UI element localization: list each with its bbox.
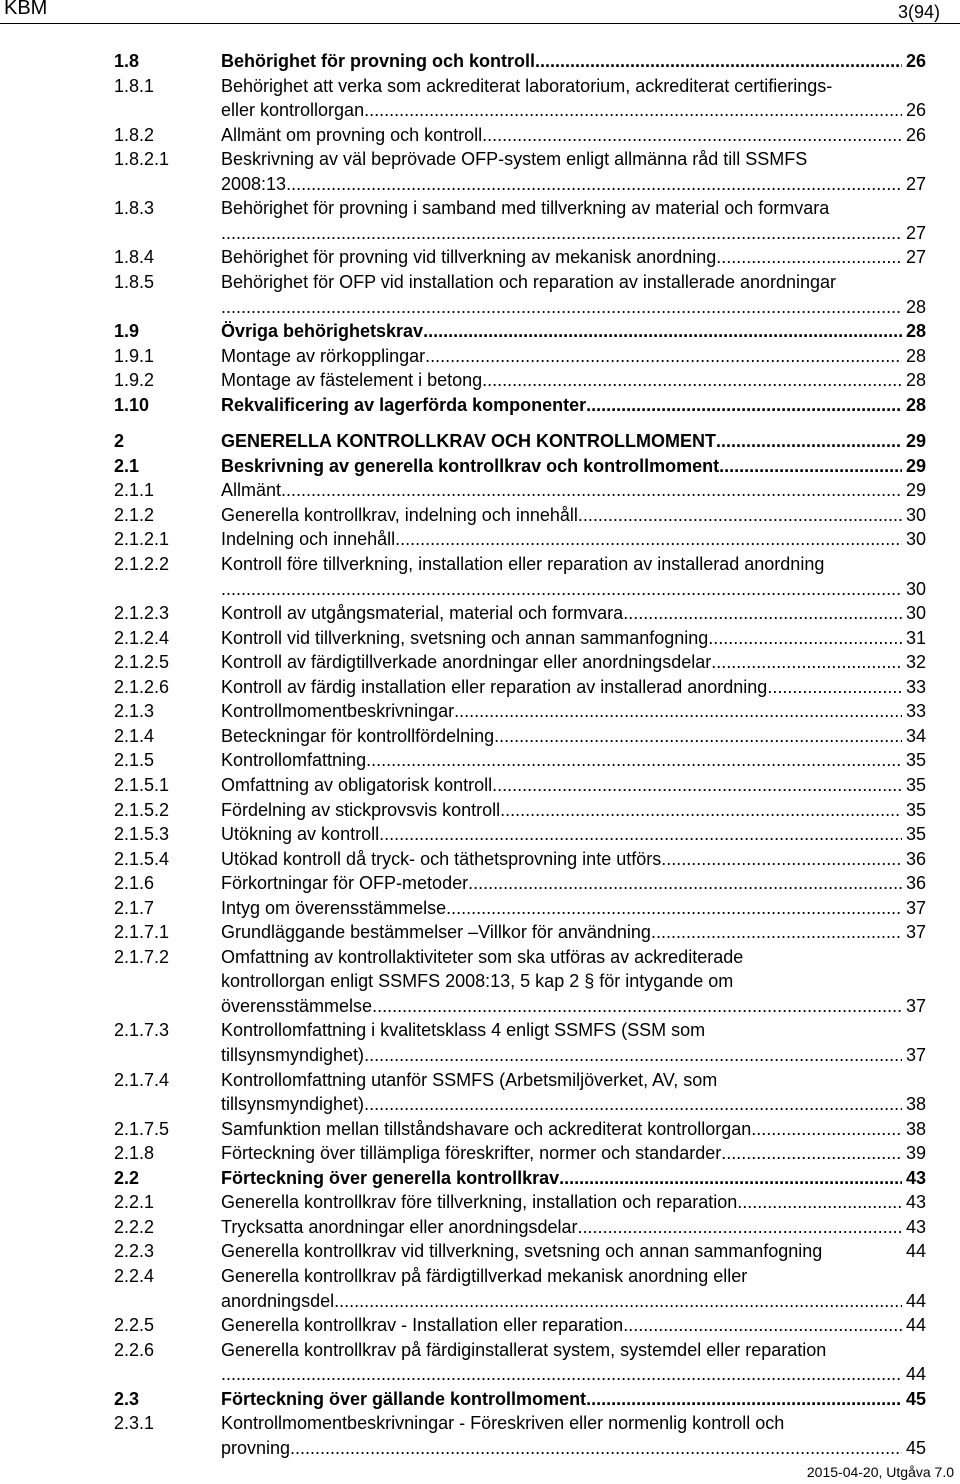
toc-entry-leader [221, 393, 902, 417]
toc-entry-leader [221, 527, 902, 551]
dot-leader [586, 1387, 902, 1411]
toc-entry-page: 37 [905, 897, 926, 918]
toc-entry-title: Rekvalificering av lagerförda komponenter [221, 394, 587, 415]
toc-entry-leader [221, 871, 902, 895]
dot-leader [535, 49, 902, 73]
toc-entry-number: 1.8.2.1 [114, 149, 170, 170]
toc-entry-leader [221, 1141, 902, 1165]
toc-entry-title: Generella kontrollkrav vid tillverkning, svetsning och annan sammanfogning [221, 1241, 823, 1262]
toc-entry-page: 31 [905, 627, 926, 648]
toc-entry[interactable] [114, 1338, 926, 1362]
toc-entry-title: Generella kontrollkrav på färdiginstallerat system, systemdel eller reparation [221, 1339, 827, 1360]
toc-entry-page: 29 [905, 480, 926, 501]
toc-entry-number: 2.1.2.4 [114, 627, 170, 648]
dot-leader [379, 822, 902, 846]
toc-entry-leader [221, 822, 902, 846]
toc-entry-leader [221, 994, 902, 1018]
toc-entry-leader [221, 429, 902, 453]
dot-leader [494, 724, 902, 748]
toc-entry-page: 35 [905, 750, 926, 771]
toc-entry-number: 2.1.5.1 [114, 774, 170, 795]
toc-entry-number: 2.1.7.2 [114, 946, 170, 967]
toc-entry[interactable] [114, 871, 926, 895]
toc-entry-title: Montage av rörkopplingar [221, 345, 426, 366]
toc-entry-number: 2.1.7.1 [114, 922, 170, 943]
toc-entry[interactable] [114, 147, 926, 171]
toc-entry-continuation[interactable] [114, 577, 926, 601]
toc-entry[interactable] [114, 699, 926, 723]
dot-leader [737, 1190, 902, 1214]
toc-entry[interactable] [114, 1239, 926, 1263]
toc-entry-number: 2.2.2 [114, 1216, 155, 1237]
toc-entry-leader [221, 798, 902, 822]
toc-entry-title: tillsynsmyndighet) [221, 1094, 365, 1115]
toc-entry-title: Kontrollmomentbeskrivningar - Föreskriven eller normenlig kontroll och [221, 1413, 785, 1434]
dot-leader [751, 1117, 902, 1141]
toc-entry[interactable] [114, 454, 926, 478]
toc-entry-title: Kontrollomfattning i kvalitetsklass 4 enligt SSMFS (SSM som [221, 1020, 706, 1041]
dot-leader [500, 798, 902, 822]
toc-entry-title: Generella kontrollkrav före tillverkning, installation och reparation [221, 1192, 738, 1213]
toc-entry[interactable] [114, 196, 926, 220]
toc-entry[interactable] [114, 1166, 926, 1190]
toc-entry-number: 2.1.1 [114, 480, 155, 501]
toc-entry-number: 2.1.7.5 [114, 1118, 170, 1139]
toc-entry-title: Beskrivning av väl beprövade OFP-system enligt allmänna råd till SSMFS [221, 149, 808, 170]
toc-entry-number: 2.3.1 [114, 1413, 155, 1434]
toc-entry[interactable] [114, 1141, 926, 1165]
toc-entry-continuation[interactable] [114, 172, 926, 196]
toc-entry-number: 2.1.6 [114, 873, 155, 894]
toc-entry[interactable] [114, 1068, 926, 1092]
toc-entry-number: 2.1.5.4 [114, 848, 170, 869]
toc-entry-page: 38 [905, 1094, 926, 1115]
toc-entry[interactable] [114, 773, 926, 797]
toc-entry-title: Montage av fästelement i betong [221, 370, 483, 391]
toc-entry-page: 28 [905, 296, 926, 317]
toc-entry[interactable] [114, 896, 926, 920]
toc-entry-leader [221, 699, 902, 723]
dot-leader [721, 1141, 902, 1165]
toc-entry-title: Trycksatta anordningar eller anordningsdelar [221, 1216, 578, 1237]
toc-entry-number: 2.1.4 [114, 725, 155, 746]
toc-entry-number: 1.9.1 [114, 345, 155, 366]
dot-leader [711, 650, 902, 674]
dot-leader [468, 871, 902, 895]
toc-entry-number: 1.8.3 [114, 198, 155, 219]
toc-entry-number: 2.1.2.6 [114, 676, 170, 697]
dot-leader [364, 1092, 902, 1116]
dot-leader [334, 1289, 902, 1313]
toc-entry-title: Beteckningar för kontrollfördelning [221, 725, 495, 746]
toc-entry-title: Behörighet för OFP vid installation och reparation av installerade anordningar [221, 271, 837, 292]
toc-entry-page: 37 [905, 995, 926, 1016]
toc-entry-number: 2.1.5.2 [114, 799, 170, 820]
toc-entry-number: 2.1.2 [114, 504, 155, 525]
toc-entry-title: Utökad kontroll då tryck- och täthetsprovning inte utförs [221, 848, 662, 869]
toc-entry-page: 44 [905, 1315, 926, 1336]
toc-entry-page: 26 [905, 124, 926, 145]
toc-entry-continuation[interactable] [114, 969, 926, 993]
toc-entry-title: Allmänt om provning och kontroll [221, 124, 483, 145]
toc-entry-number: 1.8.5 [114, 271, 155, 292]
toc-entry[interactable] [114, 1190, 926, 1214]
toc-entry-title: Förteckning över gällande kontrollmoment [221, 1388, 587, 1409]
toc-entry-number: 2.2.5 [114, 1315, 155, 1336]
toc-entry-page: 33 [905, 676, 926, 697]
toc-entry[interactable] [114, 344, 926, 368]
toc-entry-page: 32 [905, 652, 926, 673]
toc-entry-leader [221, 1313, 902, 1337]
toc-entry-title: Fördelning av stickprovsvis kontroll [221, 799, 501, 820]
dot-leader [290, 1436, 902, 1460]
toc-entry-page: 30 [905, 504, 926, 525]
toc-entry-page: 30 [905, 603, 926, 624]
toc-entry-leader [221, 295, 902, 319]
toc-entry-number: 2.2.4 [114, 1265, 155, 1286]
toc-entry-leader [221, 920, 902, 944]
toc-entry[interactable] [114, 49, 926, 73]
toc-entry-leader [221, 503, 902, 527]
toc-entry-title: Kontrollomfattning utanför SSMFS (Arbetsmiljöverket, AV, som [221, 1069, 718, 1090]
toc-entry-page: 37 [905, 922, 926, 943]
dot-leader [423, 319, 902, 343]
toc-entry-page: 28 [905, 321, 926, 342]
toc-entry-title: Samfunktion mellan tillståndshavare och ackrediterat kontrollorgan [221, 1118, 752, 1139]
toc-entry-continuation[interactable] [114, 295, 926, 319]
dot-leader [395, 527, 902, 551]
dot-leader [425, 344, 902, 368]
toc-entry[interactable] [114, 319, 926, 343]
toc-entry-page: 35 [905, 799, 926, 820]
dot-leader [661, 847, 902, 871]
toc-entry-leader [221, 724, 902, 748]
toc-entry-page: 38 [905, 1118, 926, 1139]
toc-entry[interactable] [114, 552, 926, 576]
toc-entry-continuation[interactable] [114, 1362, 926, 1386]
toc-entry-page: 43 [905, 1192, 926, 1213]
toc-entry-title: Förkortningar för OFP-metoder [221, 873, 469, 894]
dot-leader [767, 675, 902, 699]
dot-leader [221, 295, 902, 319]
toc-entry-page: 44 [905, 1290, 926, 1311]
toc-entry-page: 36 [905, 848, 926, 869]
toc-entry[interactable] [114, 601, 926, 625]
toc-entry-continuation[interactable] [114, 1289, 926, 1313]
toc-entry-leader [221, 1190, 902, 1214]
dot-leader [651, 920, 902, 944]
toc-entry-title: GENERELLA KONTROLLKRAV OCH KONTROLLMOMENT [221, 431, 716, 452]
toc-entry-number: 1.9.2 [114, 370, 155, 391]
dot-leader [364, 98, 902, 122]
toc-entry-title: Behörighet för provning i samband med tillverkning av material och formvara [221, 198, 830, 219]
toc-entry-page: 27 [905, 222, 926, 243]
toc-entry[interactable] [114, 675, 926, 699]
dot-leader [221, 577, 902, 601]
toc-entry-title: Generella kontrollkrav - Installation eller reparation [221, 1315, 624, 1336]
toc-entry-page: 44 [905, 1364, 926, 1385]
dot-leader [446, 896, 902, 920]
dot-leader [559, 1166, 902, 1190]
dot-leader [492, 773, 902, 797]
toc-entry-number: 2.1.7.4 [114, 1069, 170, 1090]
toc-entry-title: Förteckning över generella kontrollkrav [221, 1167, 560, 1188]
dot-leader [366, 748, 902, 772]
toc-entry-page: 37 [905, 1045, 926, 1065]
toc-entry-number: 1.8.4 [114, 247, 155, 268]
dot-leader [286, 172, 902, 196]
toc-entry-number: 2.1.2.2 [114, 554, 170, 574]
toc-entry-number: 2.2.6 [114, 1339, 155, 1360]
toc-entry-title: Intyg om överensstämmelse [221, 897, 447, 918]
toc-entry-leader [221, 98, 902, 122]
dot-leader [623, 601, 902, 625]
toc-entry-title: Förteckning över tillämpliga föreskrifter, normer och standarder [221, 1143, 722, 1164]
toc-entry-title: Beskrivning av generella kontrollkrav och kontrollmoment [221, 455, 720, 476]
toc-entry[interactable] [114, 270, 926, 294]
toc-entry-title: Omfattning av kontrollaktiviteter som ska utföras av ackrediterade [221, 946, 744, 967]
toc-entry-title: 2008:13 [221, 173, 287, 194]
dot-leader [586, 393, 902, 417]
toc-entry-title: Behörighet för provning vid tillverkning av mekanisk anordning [221, 247, 717, 268]
toc-entry-page: 45 [905, 1437, 926, 1458]
dot-leader [578, 1215, 902, 1239]
toc-entry[interactable] [114, 1117, 926, 1141]
toc-entry-leader [221, 454, 902, 478]
footer-date-edition: 2015-04-20, Utgåva 7.0 [806, 1464, 954, 1480]
toc-entry-leader [221, 847, 902, 871]
toc-entry-page: 33 [905, 701, 926, 722]
toc-entry-leader [221, 577, 902, 601]
toc-entry-number: 2.1.2.5 [114, 652, 170, 673]
toc-entry-number: 2.1.2.3 [114, 603, 170, 624]
toc-entry[interactable] [114, 920, 926, 944]
toc-entry-title: Kontroll av utgångsmaterial, material och formvara [221, 603, 624, 624]
toc-entry-title: Kontroll före tillverkning, installation eller reparation av installerad anordning [221, 554, 825, 574]
toc-entry[interactable] [114, 650, 926, 674]
toc-entry-page: 35 [905, 824, 926, 845]
toc-entry-leader [221, 1117, 902, 1141]
toc-entry-title: Generella kontrollkrav, indelning och innehåll [221, 504, 578, 525]
dot-leader [364, 1043, 902, 1067]
toc-entry-number: 1.10 [114, 394, 150, 415]
dot-leader [578, 503, 902, 527]
toc-entry-page: 35 [905, 774, 926, 795]
toc-entry[interactable] [114, 368, 926, 392]
toc-entry[interactable] [114, 798, 926, 822]
toc-entry-continuation[interactable] [114, 1436, 926, 1460]
toc-entry-leader [221, 1166, 902, 1190]
toc-entry-number: 2.3 [114, 1388, 140, 1409]
toc-entry-page: 39 [905, 1143, 926, 1164]
toc-entry-page: 43 [905, 1167, 926, 1188]
toc-entry-number: 2.1.2.1 [114, 529, 170, 550]
toc-entry-leader [221, 478, 902, 502]
toc-entry-title: anordningsdel [221, 1290, 335, 1311]
toc-entry-leader [221, 1092, 902, 1116]
toc-entry-continuation[interactable] [114, 1043, 926, 1067]
toc-entry-title: Kontrollmomentbeskrivningar [221, 701, 455, 722]
toc-entry-page: 36 [905, 873, 926, 894]
toc-entry[interactable] [114, 74, 926, 98]
toc-entry-page: 27 [905, 173, 926, 194]
toc-entry-page: 30 [905, 529, 926, 550]
toc-entry[interactable] [114, 1387, 926, 1411]
dot-leader [281, 478, 902, 502]
toc-entry-title: Grundläggande bestämmelser –Villkor för användning [221, 922, 651, 943]
toc-entry-number: 2.1.5.3 [114, 824, 170, 845]
toc-entry-title: Utökning av kontroll [221, 824, 380, 845]
dot-leader [716, 245, 902, 269]
toc-entry-number: 1.8.2 [114, 124, 155, 145]
toc-entry[interactable] [114, 822, 926, 846]
toc-entry[interactable] [114, 478, 926, 502]
toc-entry-leader [221, 368, 902, 392]
toc-entry-leader [221, 748, 902, 772]
toc-entry-leader [221, 1436, 902, 1460]
dot-leader [482, 368, 902, 392]
toc-entry-number: 2 [114, 431, 125, 452]
toc-entry-leader [221, 1387, 902, 1411]
dot-leader [221, 221, 902, 245]
toc-entry-leader [221, 896, 902, 920]
toc-entry-number: 2.2 [114, 1167, 140, 1188]
toc-entry-continuation[interactable] [114, 98, 926, 122]
toc-entry-page: 29 [905, 455, 926, 476]
toc-entry-title: Övriga behörighetskrav [221, 321, 424, 342]
toc-entry-continuation[interactable] [114, 994, 926, 1018]
toc-entry-page: 45 [905, 1388, 926, 1409]
toc-entry[interactable] [114, 847, 926, 871]
toc-entry-title: Omfattning av obligatorisk kontroll [221, 774, 493, 795]
toc-entry-leader [221, 1289, 902, 1313]
toc-entry-leader [221, 319, 902, 343]
toc-entry-leader [221, 344, 902, 368]
toc-entry-leader [221, 172, 902, 196]
toc-entry-number: 1.8 [114, 51, 140, 71]
toc-entry-continuation[interactable] [114, 221, 926, 245]
toc-entry-leader [221, 601, 902, 625]
dot-leader [716, 429, 902, 453]
toc-entry-title: kontrollorgan enligt SSMFS 2008:13, 5 kap 2 § för intygande om [221, 971, 734, 992]
dot-leader [623, 1313, 902, 1337]
toc-entry-leader [221, 123, 902, 147]
toc-entry-number: 1.8.1 [114, 75, 155, 96]
toc-entry[interactable] [114, 527, 926, 551]
toc-entry-number: 2.1.8 [114, 1143, 155, 1164]
toc-entry-leader [221, 1043, 902, 1067]
toc-entry-title: provning [221, 1437, 291, 1458]
toc-entry-title: Allmänt [221, 480, 282, 501]
toc-entry[interactable] [114, 1018, 926, 1042]
toc-entry-page: 43 [905, 1216, 926, 1237]
toc-entry-number: 2.1 [114, 455, 140, 476]
toc-entry-page: 26 [905, 51, 926, 71]
toc-entry-page: 28 [905, 394, 926, 415]
dot-leader [372, 994, 902, 1018]
toc-entry-page: 44 [905, 1241, 926, 1262]
toc-entry-leader [221, 650, 902, 674]
toc-entry-title: Kontroll vid tillverkning, svetsning och annan sammanfogning [221, 627, 709, 648]
toc-entry-page: 30 [905, 578, 926, 599]
toc-entry-leader [221, 221, 902, 245]
toc-entry-number: 2.2.1 [114, 1192, 155, 1213]
toc-entry-title: tillsynsmyndighet) [221, 1045, 365, 1065]
toc-entry[interactable] [114, 1411, 926, 1435]
toc-entry[interactable] [114, 1313, 926, 1337]
toc-entry-number: 2.1.5 [114, 750, 155, 771]
dot-leader [221, 1362, 902, 1386]
toc-entry-page: 26 [905, 100, 926, 121]
toc-entry-title: Behörighet för provning och kontroll [221, 51, 535, 71]
toc-entry-number: 2.1.7 [114, 897, 155, 918]
toc-entry-number: 1.9 [114, 321, 140, 342]
toc-entry-title: Kontrollomfattning [221, 750, 367, 771]
toc-entry-leader [221, 626, 902, 650]
toc-entry[interactable] [114, 1264, 926, 1288]
toc-entry-leader [221, 675, 902, 699]
toc-entry-title: Indelning och innehåll [221, 529, 396, 550]
toc-entry[interactable] [114, 393, 926, 417]
dot-leader [719, 454, 902, 478]
toc-entry[interactable] [114, 748, 926, 772]
toc-entry-page: 27 [905, 247, 926, 268]
toc-entry-title: Behörighet att verka som ackrediterat laboratorium, ackrediterat certifierings- [221, 75, 833, 96]
document-name: KBM [4, 0, 48, 19]
toc-entry-leader [221, 773, 902, 797]
toc-entry-leader [221, 49, 902, 73]
toc-entry-leader [221, 1362, 902, 1386]
toc-entry-title: Kontroll av färdigtillverkade anordningar eller anordningsdelar [221, 652, 712, 673]
toc-entry-number: 2.2.3 [114, 1241, 155, 1262]
toc-entry-page: 34 [905, 725, 926, 746]
toc-entry[interactable] [114, 724, 926, 748]
toc-entry[interactable] [114, 429, 926, 453]
toc-entry[interactable] [114, 1215, 926, 1239]
dot-leader [708, 626, 902, 650]
toc-entry[interactable] [114, 245, 926, 269]
toc-entry[interactable] [114, 503, 926, 527]
page-number: 3(94) [897, 2, 940, 22]
toc-entry-number: 2.1.3 [114, 701, 155, 722]
toc-entry-page: 28 [905, 370, 926, 391]
toc-entry-continuation[interactable] [114, 1092, 926, 1116]
toc-entry-title: Kontroll av färdig installation eller reparation av installerad anordning [221, 676, 768, 697]
toc-entry-number: 2.1.7.3 [114, 1020, 170, 1041]
toc-entry-leader [221, 245, 902, 269]
dot-leader [482, 123, 902, 147]
toc-entry-page: 28 [905, 345, 926, 366]
toc-entry[interactable] [114, 945, 926, 969]
dot-leader [454, 699, 902, 723]
toc-entry-page: 29 [905, 431, 926, 452]
toc-entry[interactable] [114, 123, 926, 147]
toc-entry[interactable] [114, 626, 926, 650]
toc-entry-title: överensstämmelse [221, 995, 373, 1016]
toc-entry-title: Generella kontrollkrav på färdigtillverkad mekanisk anordning eller [221, 1265, 748, 1286]
toc-entry-title: eller kontrollorgan [221, 100, 365, 121]
toc-entry-leader [221, 1215, 902, 1239]
